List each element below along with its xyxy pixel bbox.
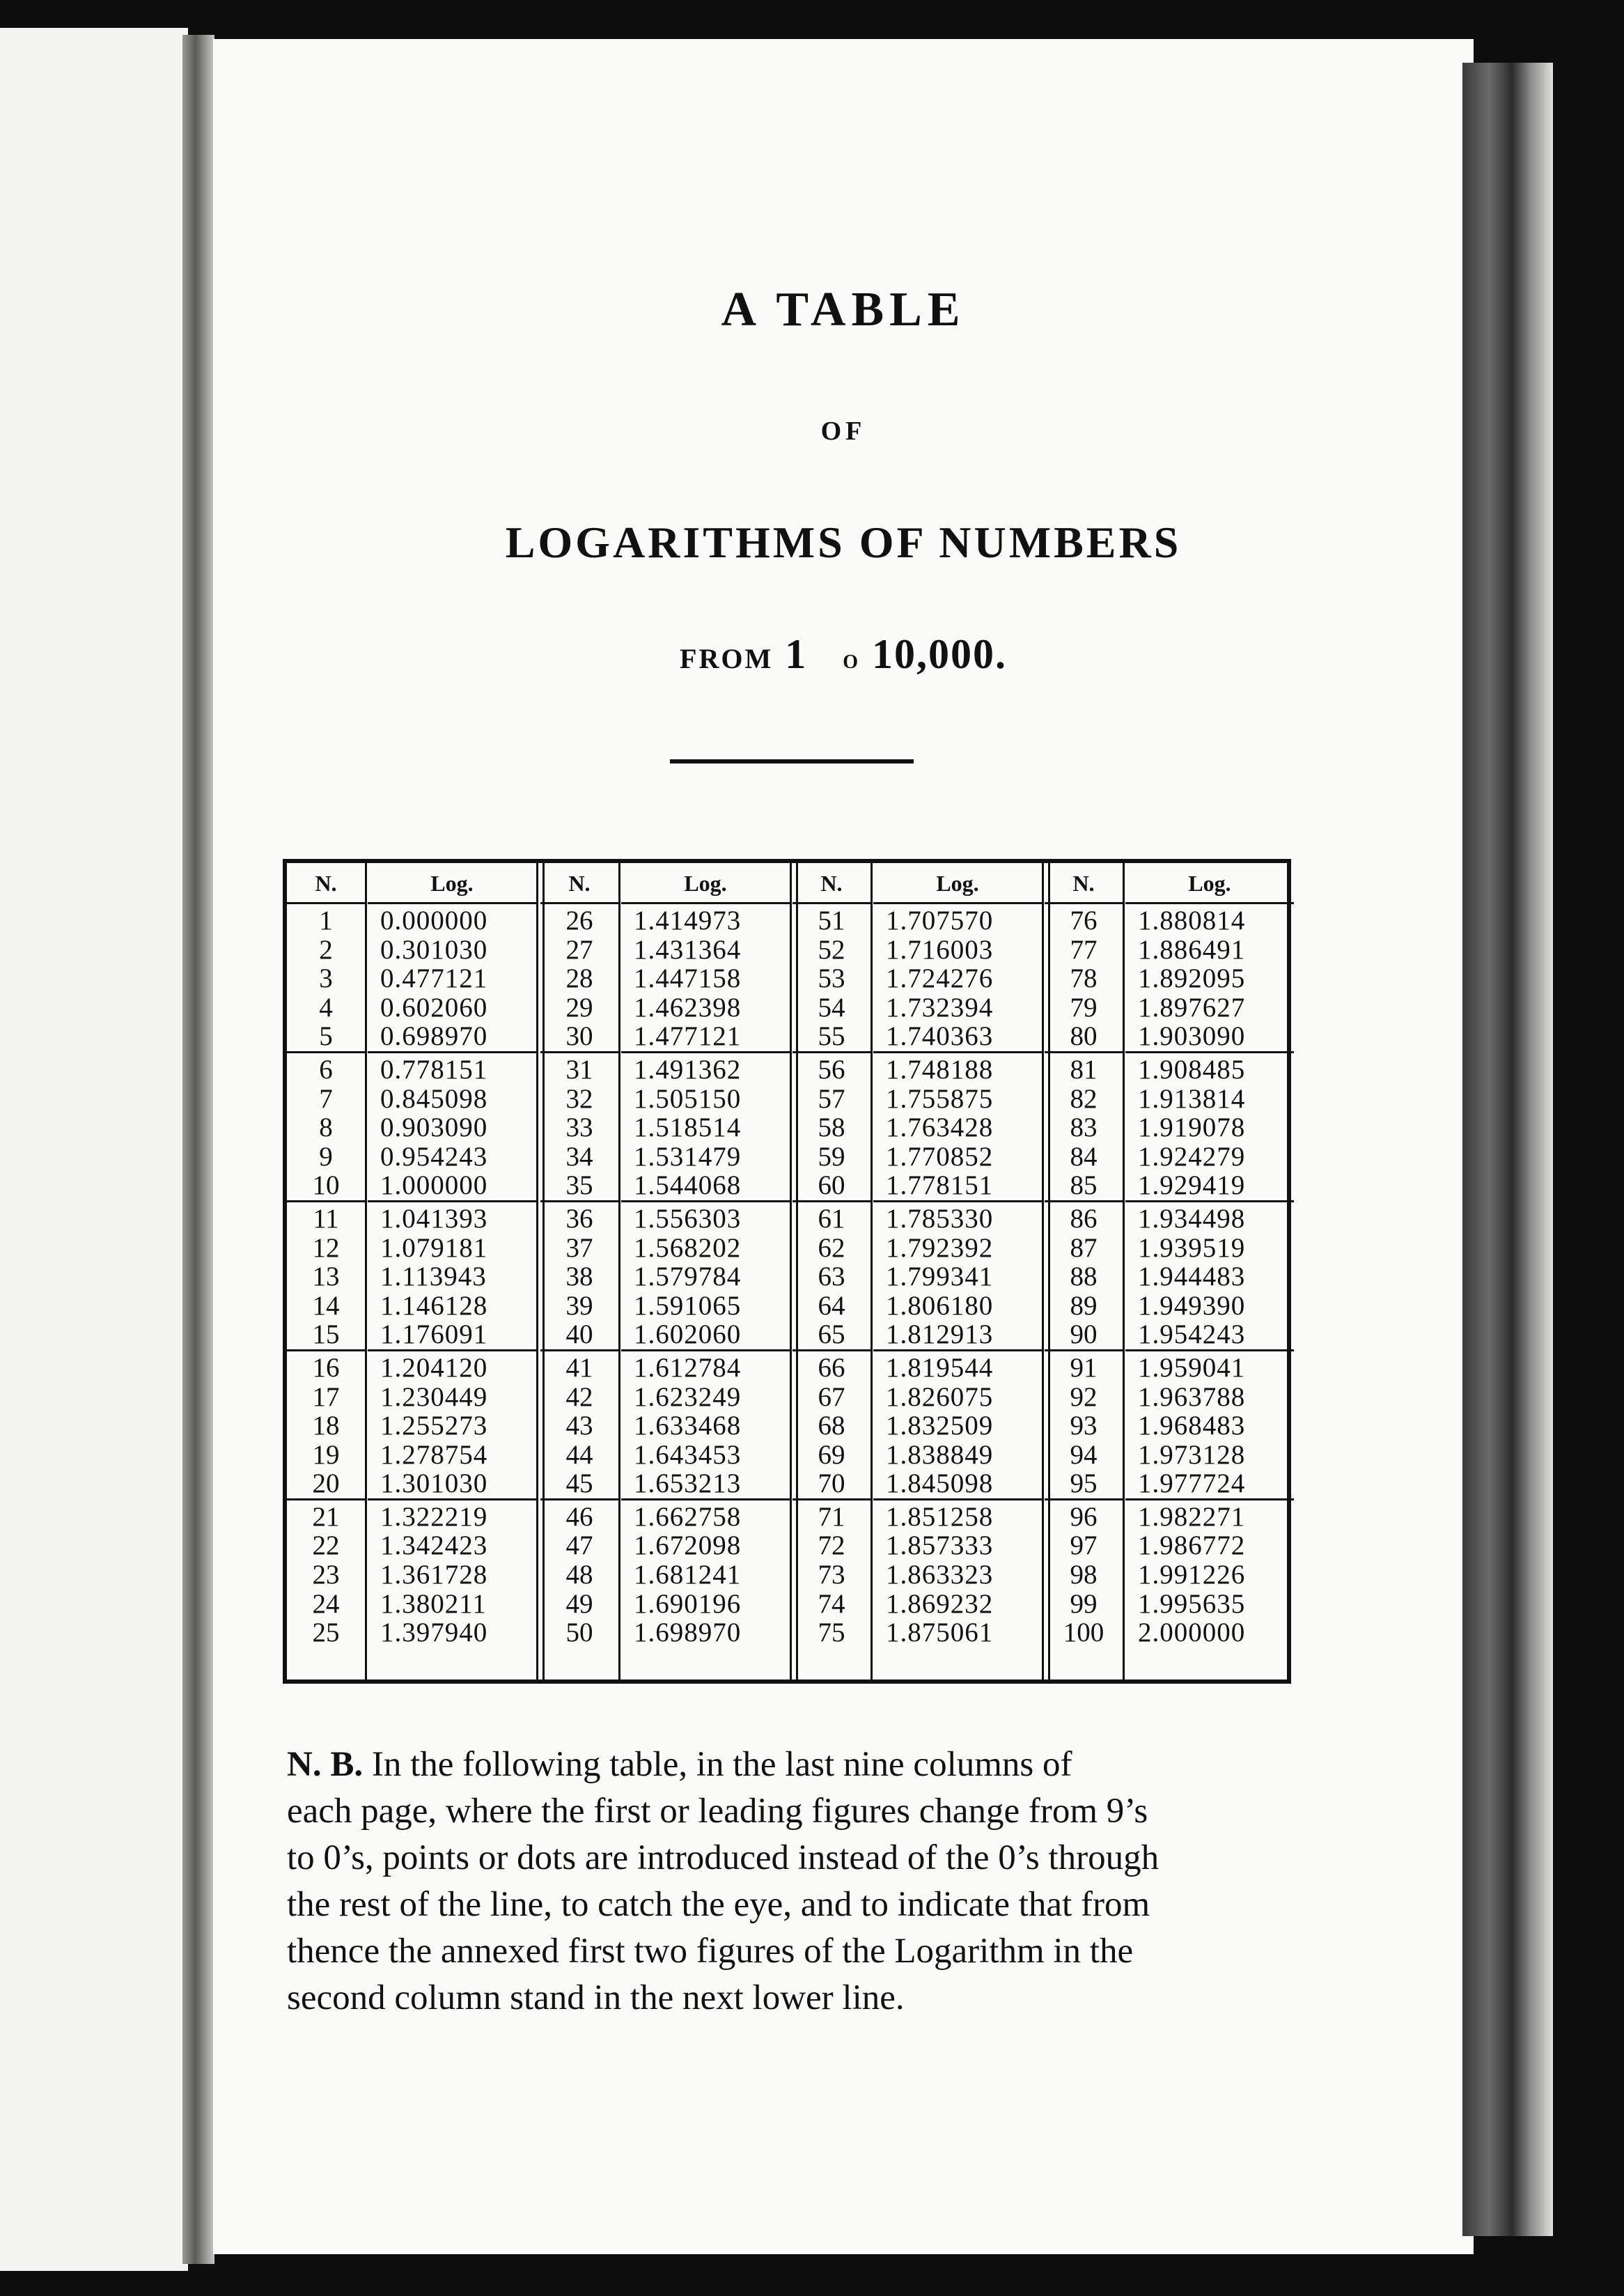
table-cell-log: 1.886491 (1138, 934, 1246, 965)
table-cell-log: 0.698970 (380, 1021, 488, 1052)
log-column (368, 863, 536, 1680)
table-cell-number: 58 (818, 1112, 845, 1143)
table-cell-number: 75 (818, 1618, 845, 1648)
table-cell-number: 91 (1070, 1352, 1098, 1383)
table-cell-log: 1.755875 (886, 1083, 994, 1114)
table-cell-log: 1.707570 (886, 906, 994, 936)
row-block (368, 1349, 536, 1498)
table-cell-number: 12 (312, 1232, 340, 1263)
table-cell-log: 1.698970 (634, 1618, 742, 1648)
log-column (873, 863, 1042, 1680)
table-cell-number: 62 (818, 1232, 845, 1263)
table-cell-number: 38 (565, 1262, 593, 1292)
table-cell-log: 1.799341 (886, 1262, 994, 1292)
table-cell-number: 41 (565, 1352, 593, 1383)
table-cell-log: 1.763428 (886, 1112, 994, 1143)
table-cell-number: 66 (818, 1352, 845, 1383)
table-cell-log: 1.869232 (886, 1588, 994, 1619)
table-cell-number: 16 (312, 1352, 340, 1383)
row-block (540, 1051, 618, 1200)
note-lead: N. B. (287, 1745, 364, 1784)
row-block (793, 1349, 870, 1498)
table-cell-number: 77 (1070, 934, 1098, 965)
table-cell-log: 1.812913 (886, 1319, 994, 1350)
title-range-end: 10,000. (871, 631, 1007, 677)
table-cell-log: 1.832509 (886, 1411, 994, 1441)
table-cell-number: 14 (312, 1290, 340, 1321)
table-cell-log: 1.963788 (1138, 1381, 1246, 1412)
table-cell-number: 20 (312, 1468, 340, 1499)
table-cell-number: 53 (818, 963, 845, 994)
table-cell-number: 23 (312, 1560, 340, 1590)
table-cell-log: 1.875061 (886, 1618, 994, 1648)
table-cell-log: 1.653213 (634, 1468, 742, 1499)
table-cell-log: 1.863323 (886, 1560, 994, 1590)
note-line: thence the annexed first two figures of the Logarithm in the (287, 1932, 1134, 1971)
table-cell-number: 60 (818, 1170, 845, 1201)
table-cell-log: 1.568202 (634, 1232, 742, 1263)
table-cell-log: 1.939519 (1138, 1232, 1246, 1263)
table-cell-log: 1.531479 (634, 1141, 742, 1172)
row-block (621, 1200, 790, 1349)
table-cell-number: 39 (565, 1290, 593, 1321)
table-cell-log: 1.612784 (634, 1352, 742, 1383)
table-cell-number: 42 (565, 1381, 593, 1412)
table-cell-number: 31 (565, 1054, 593, 1085)
table-cell-log: 1.623249 (634, 1381, 742, 1412)
row-block (287, 1051, 365, 1200)
table-cell-number: 56 (818, 1054, 845, 1085)
table-cell-number: 47 (565, 1530, 593, 1561)
table-cell-number: 73 (818, 1560, 845, 1590)
table-cell-log: 1.000000 (380, 1170, 488, 1201)
row-block (621, 902, 790, 1051)
row-block (793, 1200, 870, 1349)
table-cell-log: 1.991226 (1138, 1560, 1246, 1590)
table-cell-number: 43 (565, 1411, 593, 1441)
table-cell-log: 1.491362 (634, 1054, 742, 1085)
table-cell-log: 1.322219 (380, 1501, 488, 1532)
table-cell-log: 0.602060 (380, 992, 488, 1023)
title-line-2: OF (820, 417, 866, 446)
table-cell-number: 35 (565, 1170, 593, 1201)
table-cell-log: 1.770852 (886, 1141, 994, 1172)
table-cell-number: 40 (565, 1319, 593, 1350)
row-block (368, 1498, 536, 1647)
table-cell-number: 19 (312, 1439, 340, 1470)
table-cell-log: 1.968483 (1138, 1411, 1246, 1441)
table-cell-number: 93 (1070, 1411, 1098, 1441)
table-cell-log: 1.602060 (634, 1319, 742, 1350)
table-cell-number: 99 (1070, 1588, 1098, 1619)
row-block (287, 1200, 365, 1349)
table-cell-number: 33 (565, 1112, 593, 1143)
column-separator (365, 863, 367, 1680)
table-cell-log: 1.591065 (634, 1290, 742, 1321)
table-cell-log: 1.431364 (634, 934, 742, 965)
table-cell-log: 1.838849 (886, 1439, 994, 1470)
table-cell-number: 11 (313, 1203, 339, 1234)
row-block (873, 1349, 1042, 1498)
title-line-3: LOGARITHMS OF NUMBERS (505, 518, 1182, 567)
table-cell-log: 1.662758 (634, 1501, 742, 1532)
table-cell-number: 86 (1070, 1203, 1098, 1234)
note-line: to 0’s, points or dots are introduced instead of the 0’s through (287, 1838, 1160, 1877)
n-column (540, 863, 618, 1680)
table-cell-log: 1.146128 (380, 1290, 488, 1321)
row-block (287, 1349, 365, 1498)
row-block (1125, 902, 1294, 1051)
row-block (621, 1498, 790, 1647)
column-separator (1123, 863, 1125, 1680)
table-cell-log: 1.792392 (886, 1232, 994, 1263)
table-cell-log: 1.778151 (886, 1170, 994, 1201)
row-block (540, 1498, 618, 1647)
table-cell-number: 74 (818, 1588, 845, 1619)
table-cell-log: 1.204120 (380, 1352, 488, 1383)
row-block (1125, 1349, 1294, 1498)
table-cell-number: 18 (312, 1411, 340, 1441)
table-cell-log: 1.724276 (886, 963, 994, 994)
row-block (621, 1051, 790, 1200)
table-cell-log: 1.079181 (380, 1232, 488, 1263)
column-separator (870, 863, 873, 1680)
column-header: N. (568, 871, 591, 896)
table-cell-log: 1.643453 (634, 1439, 742, 1470)
table-cell-number: 88 (1070, 1262, 1098, 1292)
table-cell-number: 8 (319, 1112, 333, 1143)
table-cell-log: 1.740363 (886, 1021, 994, 1052)
table-cell-log: 0.845098 (380, 1083, 488, 1114)
table-cell-number: 27 (565, 934, 593, 965)
table-cell-log: 1.880814 (1138, 906, 1246, 936)
table-cell-log: 1.954243 (1138, 1319, 1246, 1350)
row-block (540, 1349, 618, 1498)
table-cell-number: 29 (565, 992, 593, 1023)
table-cell-number: 45 (565, 1468, 593, 1499)
table-cell-number: 51 (818, 906, 845, 936)
note-line: each page, where the first or leading figures change from 9’s (287, 1792, 1148, 1831)
table-cell-number: 83 (1070, 1112, 1098, 1143)
table-cell-log: 1.944483 (1138, 1262, 1246, 1292)
table-cell-number: 52 (818, 934, 845, 965)
table-cell-log: 1.414973 (634, 906, 742, 936)
table-cell-number: 24 (312, 1588, 340, 1619)
table-cell-number: 5 (319, 1021, 333, 1052)
table-cell-number: 48 (565, 1560, 593, 1590)
table-cell-number: 36 (565, 1203, 593, 1234)
column-header: Log. (936, 871, 979, 896)
row-block (287, 1498, 365, 1647)
table-cell-number: 84 (1070, 1141, 1098, 1172)
table-cell-log: 1.892095 (1138, 963, 1246, 994)
table-cell-log: 1.342423 (380, 1530, 488, 1561)
row-block (368, 902, 536, 1051)
table-cell-log: 1.908485 (1138, 1054, 1246, 1085)
table-cell-number: 92 (1070, 1381, 1098, 1412)
table-cell-number: 68 (818, 1411, 845, 1441)
row-block (1125, 1200, 1294, 1349)
row-block (873, 1200, 1042, 1349)
row-block (1045, 1498, 1123, 1647)
column-separator (618, 863, 620, 1680)
table-cell-log: 1.851258 (886, 1501, 994, 1532)
title-from: FROM (680, 643, 774, 674)
table-cell-log: 1.897627 (1138, 992, 1246, 1023)
table-cell-number: 85 (1070, 1170, 1098, 1201)
table-cell-log: 1.845098 (886, 1468, 994, 1499)
table-cell-number: 87 (1070, 1232, 1098, 1263)
title-line-1: A TABLE (721, 283, 966, 336)
table-cell-log: 1.913814 (1138, 1083, 1246, 1114)
table-cell-number: 7 (319, 1083, 333, 1114)
table-cell-number: 46 (565, 1501, 593, 1532)
row-block (368, 1051, 536, 1200)
table-cell-log: 1.929419 (1138, 1170, 1246, 1201)
title-line-4 (213, 630, 1474, 678)
table-cell-log: 1.826075 (886, 1381, 994, 1412)
table-cell-number: 97 (1070, 1530, 1098, 1561)
table-cell-log: 1.732394 (886, 992, 994, 1023)
table-cell-number: 17 (312, 1381, 340, 1412)
table-cell-number: 6 (319, 1054, 333, 1085)
column-header: Log. (1188, 871, 1231, 896)
table-cell-number: 4 (319, 992, 333, 1023)
n-column (287, 863, 365, 1680)
table-cell-number: 57 (818, 1083, 845, 1114)
row-block (1045, 1200, 1123, 1349)
table-cell-number: 50 (565, 1618, 593, 1648)
row-block (368, 1200, 536, 1349)
table-cell-log: 1.113943 (380, 1262, 487, 1292)
column-header: Log. (684, 871, 727, 896)
table-cell-log: 0.301030 (380, 934, 488, 965)
table-cell-number: 89 (1070, 1290, 1098, 1321)
table-cell-log: 1.977724 (1138, 1468, 1246, 1499)
note-line: the rest of the line, to catch the eye, and to indicate that from (287, 1885, 1150, 1924)
row-block (1045, 902, 1123, 1051)
row-block (793, 1498, 870, 1647)
row-block (621, 1349, 790, 1498)
table-cell-log: 1.397940 (380, 1618, 488, 1648)
table-cell-number: 26 (565, 906, 593, 936)
table-cell-log: 1.255273 (380, 1411, 488, 1441)
table-cell-log: 1.924279 (1138, 1141, 1246, 1172)
nota-bene (287, 1742, 1283, 2022)
table-cell-log: 1.544068 (634, 1170, 742, 1201)
table-cell-log: 1.819544 (886, 1352, 994, 1383)
row-block (793, 902, 870, 1051)
table-cell-number: 21 (312, 1501, 340, 1532)
table-cell-log: 1.716003 (886, 934, 994, 965)
title-rule (670, 759, 914, 763)
table-cell-log: 1.934498 (1138, 1203, 1246, 1234)
table-cell-log: 0.954243 (380, 1141, 488, 1172)
table-cell-log: 1.857333 (886, 1530, 994, 1561)
table-cell-log: 1.230449 (380, 1381, 488, 1412)
table-cell-number: 70 (818, 1468, 845, 1499)
table-cell-number: 54 (818, 992, 845, 1023)
table-cell-number: 95 (1070, 1468, 1098, 1499)
table-cell-log: 1.785330 (886, 1203, 994, 1234)
table-cell-number: 71 (818, 1501, 845, 1532)
table-cell-number: 44 (565, 1439, 593, 1470)
table-cell-number: 100 (1063, 1618, 1104, 1648)
table-cell-number: 94 (1070, 1439, 1098, 1470)
table-cell-log: 1.361728 (380, 1560, 488, 1590)
note-line (287, 1742, 1283, 1788)
row-block (873, 1498, 1042, 1647)
table-cell-number: 82 (1070, 1083, 1098, 1114)
n-column (793, 863, 870, 1680)
table-cell-log: 1.505150 (634, 1083, 742, 1114)
row-block (1125, 1051, 1294, 1200)
table-cell-log: 1.176091 (380, 1319, 488, 1350)
table-cell-number: 65 (818, 1319, 845, 1350)
table-cell-log: 1.462398 (634, 992, 742, 1023)
table-cell-number: 34 (565, 1141, 593, 1172)
table-cell-number: 98 (1070, 1560, 1098, 1590)
table-cell-log: 1.041393 (380, 1203, 488, 1234)
table-cell-log: 1.278754 (380, 1439, 488, 1470)
table-cell-log: 1.301030 (380, 1468, 488, 1499)
table-cell-log: 1.518514 (634, 1112, 742, 1143)
table-cell-number: 10 (312, 1170, 340, 1201)
row-block (1125, 1498, 1294, 1647)
table-cell-number: 72 (818, 1530, 845, 1561)
table-cell-log: 1.681241 (634, 1560, 742, 1590)
table-cell-log: 1.903090 (1138, 1021, 1246, 1052)
table-cell-number: 37 (565, 1232, 593, 1263)
table-cell-number: 59 (818, 1141, 845, 1172)
table-cell-number: 96 (1070, 1501, 1098, 1532)
table-cell-number: 80 (1070, 1021, 1098, 1052)
table-cell-number: 25 (312, 1618, 340, 1648)
table-cell-log: 1.973128 (1138, 1439, 1246, 1470)
table-cell-number: 15 (312, 1319, 340, 1350)
table-cell-number: 81 (1070, 1054, 1098, 1085)
table-cell-number: 3 (319, 963, 333, 994)
table-cell-number: 49 (565, 1588, 593, 1619)
table-cell-number: 67 (818, 1381, 845, 1412)
book-gutter (182, 35, 214, 2264)
table-cell-number: 69 (818, 1439, 845, 1470)
column-header: N. (820, 871, 843, 896)
page-edges (1462, 63, 1553, 2236)
row-block (793, 1051, 870, 1200)
table-cell-log: 1.986772 (1138, 1530, 1246, 1561)
row-block (1045, 1051, 1123, 1200)
column-header: Log. (430, 871, 474, 896)
table-cell-log: 1.633468 (634, 1411, 742, 1441)
table-cell-log: 0.903090 (380, 1112, 488, 1143)
table-cell-number: 22 (312, 1530, 340, 1561)
row-block (540, 1200, 618, 1349)
table-cell-number: 55 (818, 1021, 845, 1052)
table-cell-log: 1.556303 (634, 1203, 742, 1234)
row-block (540, 902, 618, 1051)
table-cell-number: 13 (312, 1262, 340, 1292)
table-cell-log: 0.000000 (380, 906, 488, 936)
table-cell-log: 1.477121 (634, 1021, 742, 1052)
table-cell-log: 0.778151 (380, 1054, 488, 1085)
table-cell-log: 1.672098 (634, 1530, 742, 1561)
row-block (1045, 1349, 1123, 1498)
title-to: o (843, 643, 860, 674)
facing-page (0, 28, 188, 2271)
table-cell-number: 63 (818, 1262, 845, 1292)
table-cell-number: 1 (319, 906, 333, 936)
table-cell-number: 90 (1070, 1319, 1098, 1350)
table-cell-log: 1.919078 (1138, 1112, 1246, 1143)
table-cell-log: 1.959041 (1138, 1352, 1246, 1383)
column-header: N. (1072, 871, 1095, 896)
table-cell-number: 2 (319, 934, 333, 965)
table-cell-number: 61 (818, 1203, 845, 1234)
table-cell-number: 78 (1070, 963, 1098, 994)
table-cell-log: 1.995635 (1138, 1588, 1246, 1619)
table-cell-log: 1.579784 (634, 1262, 742, 1292)
table-cell-number: 76 (1070, 906, 1098, 936)
table-cell-log: 1.447158 (634, 963, 742, 994)
column-header: N. (315, 871, 337, 896)
table-cell-log: 1.949390 (1138, 1290, 1246, 1321)
table-cell-log: 1.806180 (886, 1290, 994, 1321)
table-cell-log: 2.000000 (1138, 1618, 1246, 1648)
row-block (873, 902, 1042, 1051)
n-column (1045, 863, 1123, 1680)
note-line: second column stand in the next lower line. (287, 1978, 905, 2017)
table-cell-log: 0.477121 (380, 963, 488, 994)
row-block (873, 1051, 1042, 1200)
table-cell-log: 1.982271 (1138, 1501, 1246, 1532)
table-cell-number: 32 (565, 1083, 593, 1114)
table-cell-log: 1.748188 (886, 1054, 994, 1085)
row-block (287, 902, 365, 1051)
table-cell-number: 64 (818, 1290, 845, 1321)
log-column (1125, 863, 1294, 1680)
table-cell-number: 28 (565, 963, 593, 994)
note-text: In the following table, in the last nine columns of (371, 1745, 1072, 1784)
title-range-start: 1 (785, 631, 808, 677)
table-cell-number: 79 (1070, 992, 1098, 1023)
log-column (621, 863, 790, 1680)
table-cell-log: 1.690196 (634, 1588, 742, 1619)
logarithm-table (283, 859, 1291, 1684)
table-cell-number: 9 (319, 1141, 333, 1172)
table-cell-number: 30 (565, 1021, 593, 1052)
table-cell-log: 1.380211 (380, 1588, 487, 1619)
